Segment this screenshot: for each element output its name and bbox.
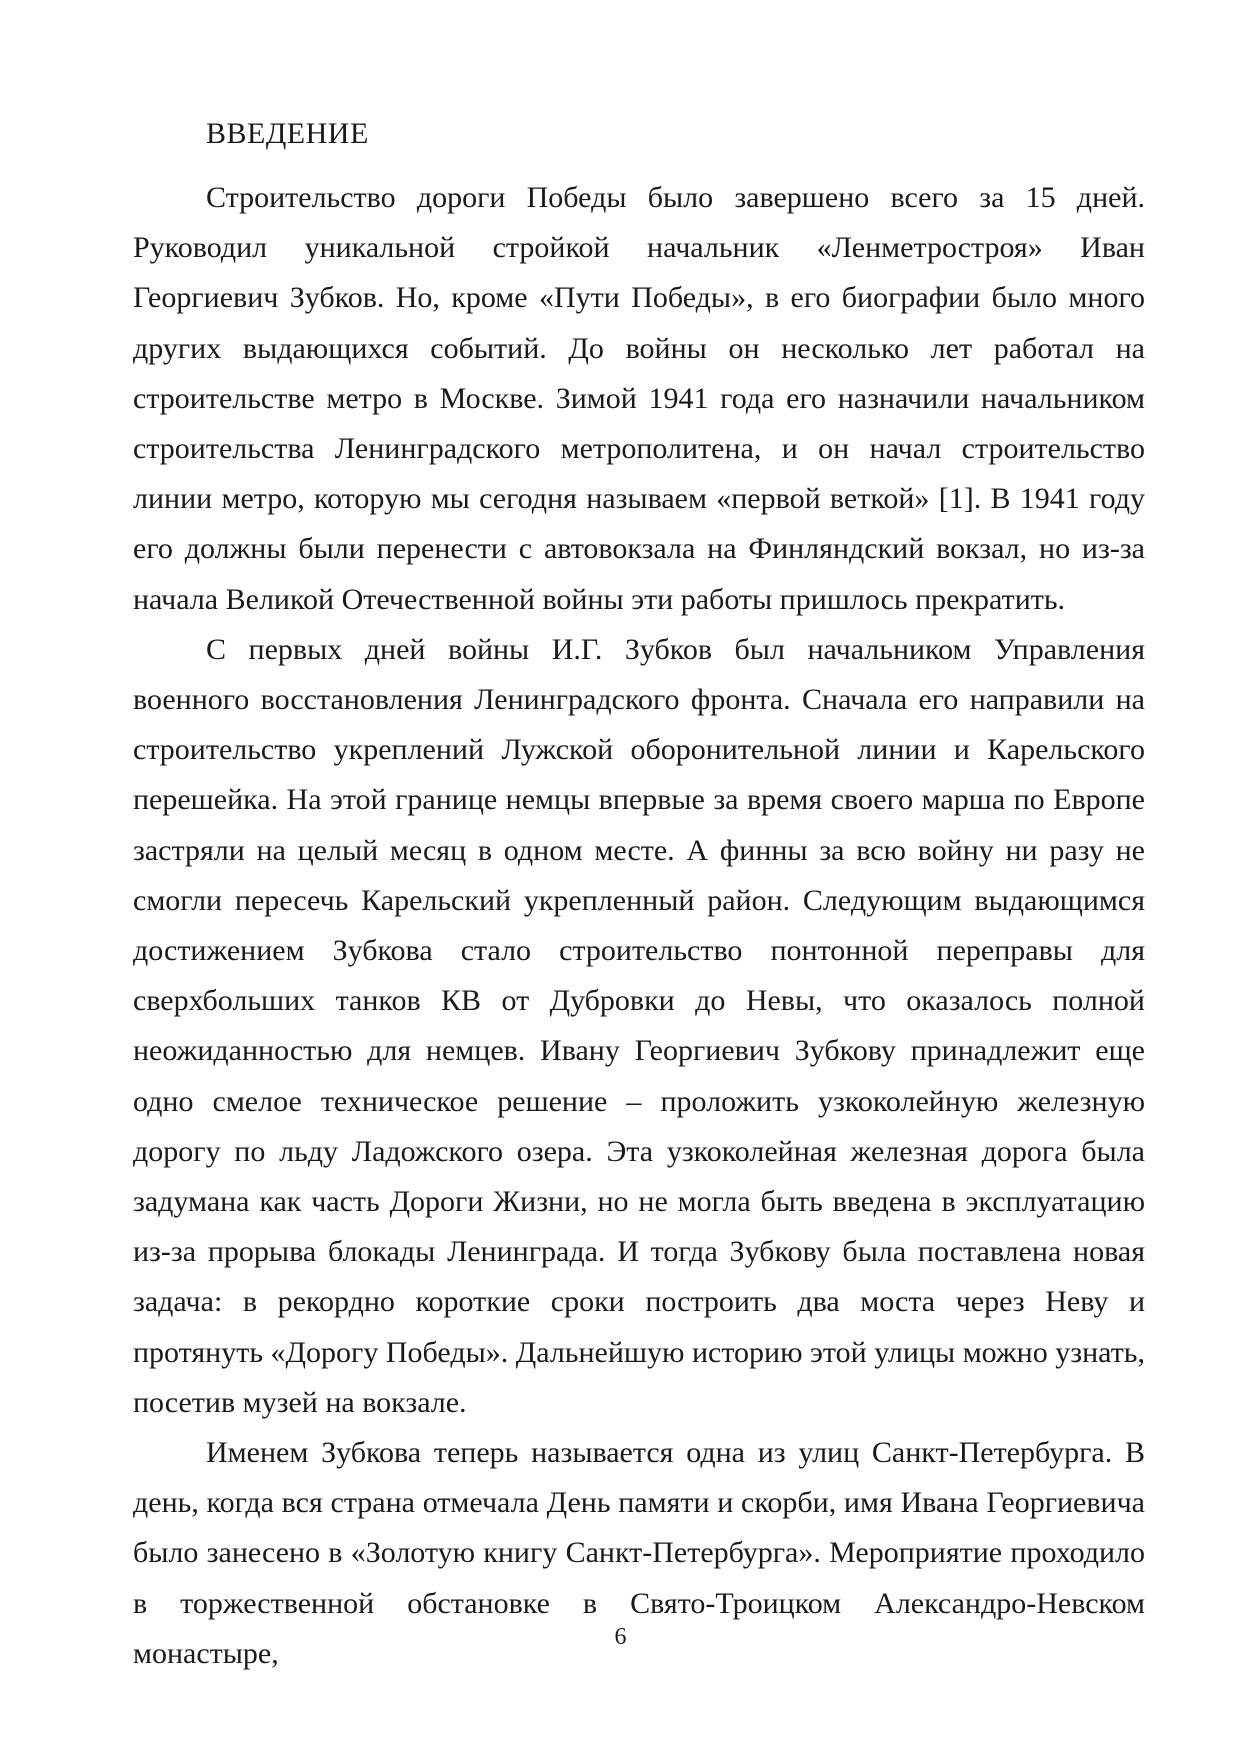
paragraph-1: Строительство дороги Победы было завершено всего за 15 дней. Руководил уникальной стройкой начальник «Ленметростроя» Иван Георгиевич Зубков. Но, кроме «Пути Победы», в его биографии было много других выдающихся событий. До войны он несколько лет работал на строительстве метро в Москве. Зимой 1941 года его назначили начальником строительства Ленинградского метрополитена, и он начал строительство линии метро, которую мы сегодня называем «первой веткой» [1]. В 1941 году его должны были перенести с автовокзала на Финляндский вокзал, но из-за начала Великой Отечественной войны эти работы пришлось прекратить. bbox=[133, 181, 1145, 616]
paragraph-2: С первых дней войны И.Г. Зубков был начальником Управления военного восстановления Ленинградского фронта. Сначала его направили на строительство укреплений Лужской оборонительной линии и Карельского перешейка. На этой границе немцы впервые за время своего марша по Европе застряли на целый месяц в одном месте. А финны за всю войну ни разу не смогли пересечь Карельский укрепленный район. Следующим выдающимся достижением Зубкова стало строительство понтонной переправы для сверхбольших танков КВ от Дубровки до Невы, что оказалось полной неожиданностью для немцев. Ивану Георгиевич Зубкову принадлежит еще одно смелое техническое решение – проложить узкоколейную железную дорогу по льду Ладожского озера. Эта узкоколейная железная дорога была задумана как часть Дороги Жизни, но не могла быть введена в эксплуатацию из-за прорыва блокады Ленинграда. И тогда Зубкову была поставлена новая задача: в рекордно короткие сроки построить два моста через Неву и протянуть «Дорогу Победы». Дальнейшую историю этой улицы можно узнать, посетив музей на вокзале. bbox=[133, 632, 1145, 1419]
page-number: 6 bbox=[614, 1624, 627, 1650]
body-text bbox=[133, 173, 1145, 1679]
paragraph-3: Именем Зубкова теперь называется одна из улиц Санкт-Петербурга. В день, когда вся страна отмечала День памяти и скорби, имя Ивана Георгиевича было занесено в «Золотую книгу Санкт-Петербурга». Мероприятие проходило в торжественной обстановке в Свято-Троицком Александро-Невском монастыре, bbox=[133, 1436, 1145, 1670]
section-heading: ВВЕДЕНИЕ bbox=[206, 117, 369, 150]
